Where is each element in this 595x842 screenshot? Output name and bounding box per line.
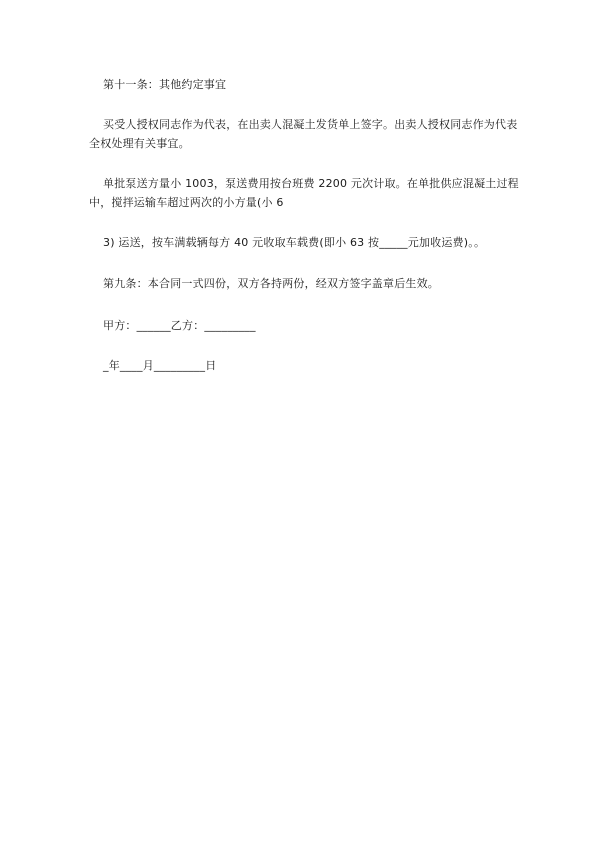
party-signature-line: 甲方：______乙方：_________ xyxy=(103,319,256,332)
date-line: _年____月_________日 xyxy=(103,359,217,372)
authorization-paragraph: 买受人授权同志作为代表，在出卖人混凝土发货单上签字。出卖人授权同志作为代表全权处理有关事宜。 xyxy=(89,118,518,150)
section-heading: 第十一条：其他约定事宜 xyxy=(103,78,227,91)
article-nine-paragraph: 第九条：本合同一式四份，双方各持两份，经双方签字盖章后生效。 xyxy=(103,277,439,290)
transport-fee-paragraph: 3) 运送，按车满载辆每方 40 元收取车载费(即小 63 按_____元加收运费)。。 xyxy=(103,236,486,249)
pump-fee-paragraph: 单批泵送方量小 1003，泵送费用按台班费 2200 元次计取。在单批供应混凝土过程中，搅拌运输车超过两次的小方量(小 6 xyxy=(89,177,519,209)
